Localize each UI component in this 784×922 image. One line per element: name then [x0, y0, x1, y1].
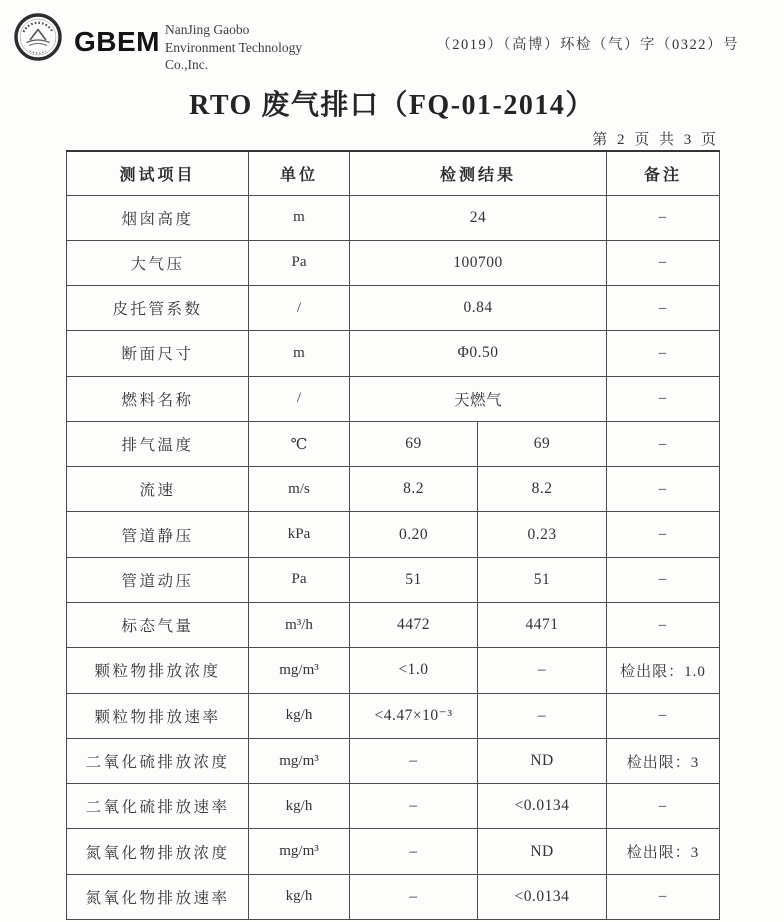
company-name — [165, 21, 302, 74]
unit-cell: kg/h — [249, 784, 350, 829]
result-cell-2: <0.0134 — [478, 874, 607, 919]
table-row — [67, 240, 720, 285]
page-indicator: 第 2 页 共 3 页 — [592, 132, 719, 148]
header-item: 测试项目 — [67, 151, 249, 195]
remark-cell: – — [607, 467, 720, 512]
item-cell: 燃料名称 — [67, 376, 249, 421]
result-cell: 51 — [350, 557, 478, 602]
result-cell-2: 8.2 — [478, 467, 607, 512]
table-header-row — [67, 151, 720, 195]
remark-cell: – — [607, 195, 720, 240]
unit-cell: ℃ — [249, 421, 350, 466]
page-title: RTO 废气排口（FQ-01-2014） — [189, 90, 595, 121]
unit-cell: kg/h — [249, 874, 350, 919]
result-cell-2: 51 — [478, 557, 607, 602]
result-cell-2: – — [478, 648, 607, 693]
unit-cell: mg/m³ — [249, 648, 350, 693]
unit-cell: mg/m³ — [249, 829, 350, 874]
header-result: 检测结果 — [350, 151, 607, 195]
table-row — [67, 286, 720, 331]
company-seal-icon — [13, 12, 63, 62]
result-cell: <4.47×10⁻³ — [350, 693, 478, 738]
item-cell: 氮氧化物排放浓度 — [67, 829, 249, 874]
remark-cell: 检出限：3 — [607, 738, 720, 783]
unit-cell: m — [249, 195, 350, 240]
table-row — [67, 467, 720, 512]
item-cell: 流速 — [67, 467, 249, 512]
table-row — [67, 874, 720, 919]
result-cell: Φ0.50 — [350, 331, 607, 376]
table-row — [67, 693, 720, 738]
logo-text: GBEM — [74, 26, 160, 57]
result-cell: <1.0 — [350, 648, 478, 693]
remark-cell: – — [607, 331, 720, 376]
table-row — [67, 784, 720, 829]
item-cell: 皮托管系数 — [67, 286, 249, 331]
unit-cell: kg/h — [249, 693, 350, 738]
result-cell: – — [350, 874, 478, 919]
item-cell: 烟囱高度 — [67, 195, 249, 240]
remark-cell: – — [607, 421, 720, 466]
header-unit: 单位 — [249, 151, 350, 195]
table-row — [67, 648, 720, 693]
table-row — [67, 421, 720, 466]
unit-cell: / — [249, 376, 350, 421]
result-cell-2: <0.0134 — [478, 784, 607, 829]
result-cell-2: – — [478, 693, 607, 738]
item-cell: 大气压 — [67, 240, 249, 285]
result-cell: 0.84 — [350, 286, 607, 331]
table-row — [67, 512, 720, 557]
remark-cell: – — [607, 240, 720, 285]
result-cell-2: 4471 — [478, 603, 607, 648]
unit-cell: m/s — [249, 467, 350, 512]
unit-cell: Pa — [249, 557, 350, 602]
result-cell: 100700 — [350, 240, 607, 285]
result-cell: 69 — [350, 421, 478, 466]
item-cell: 排气温度 — [67, 421, 249, 466]
remark-cell: 检出限：3 — [607, 829, 720, 874]
unit-cell: m — [249, 331, 350, 376]
result-cell-2: 69 — [478, 421, 607, 466]
item-cell: 管道动压 — [67, 557, 249, 602]
item-cell: 管道静压 — [67, 512, 249, 557]
company-name-line: Environment Technology — [165, 39, 303, 55]
remark-cell: – — [607, 784, 720, 829]
table-row — [67, 376, 720, 421]
remark-cell: – — [607, 603, 720, 648]
unit-cell: kPa — [249, 512, 350, 557]
result-cell: 8.2 — [350, 467, 478, 512]
result-cell-2: 0.23 — [478, 512, 607, 557]
unit-cell: m³/h — [249, 603, 350, 648]
remark-cell: – — [607, 693, 720, 738]
company-name-line: Co.,Inc. — [165, 57, 209, 73]
remark-cell: 检出限：1.0 — [607, 648, 720, 693]
doc-number: （2019）（高博）环检（气）字（0322）号 — [436, 37, 739, 53]
table-row — [67, 738, 720, 783]
item-cell: 颗粒物排放速率 — [67, 693, 249, 738]
result-cell: 24 — [350, 195, 607, 240]
header-remark: 备注 — [607, 151, 720, 195]
unit-cell: Pa — [249, 240, 350, 285]
result-cell-2: ND — [478, 738, 607, 783]
remark-cell: – — [607, 557, 720, 602]
table-row — [67, 331, 720, 376]
table-row — [67, 557, 720, 602]
remark-cell: – — [607, 286, 720, 331]
item-cell: 氮氧化物排放速率 — [67, 874, 249, 919]
unit-cell: / — [249, 286, 350, 331]
remark-cell: – — [607, 512, 720, 557]
unit-cell: mg/m³ — [249, 738, 350, 783]
item-cell: 二氧化硫排放浓度 — [67, 738, 249, 783]
table-row — [67, 195, 720, 240]
result-cell: 0.20 — [350, 512, 478, 557]
results-table — [66, 150, 720, 920]
result-cell: 天燃气 — [350, 376, 607, 421]
table-row — [67, 603, 720, 648]
item-cell: 断面尺寸 — [67, 331, 249, 376]
result-cell: 4472 — [350, 603, 478, 648]
result-cell: – — [350, 829, 478, 874]
item-cell: 颗粒物排放浓度 — [67, 648, 249, 693]
company-name-line: NanJing Gaobo — [165, 22, 250, 37]
table-row — [67, 829, 720, 874]
remark-cell: – — [607, 376, 720, 421]
result-cell-2: ND — [478, 829, 607, 874]
item-cell: 二氧化硫排放速率 — [67, 784, 249, 829]
item-cell: 标态气量 — [67, 603, 249, 648]
result-cell: – — [350, 738, 478, 783]
remark-cell: – — [607, 874, 720, 919]
result-cell: – — [350, 784, 478, 829]
